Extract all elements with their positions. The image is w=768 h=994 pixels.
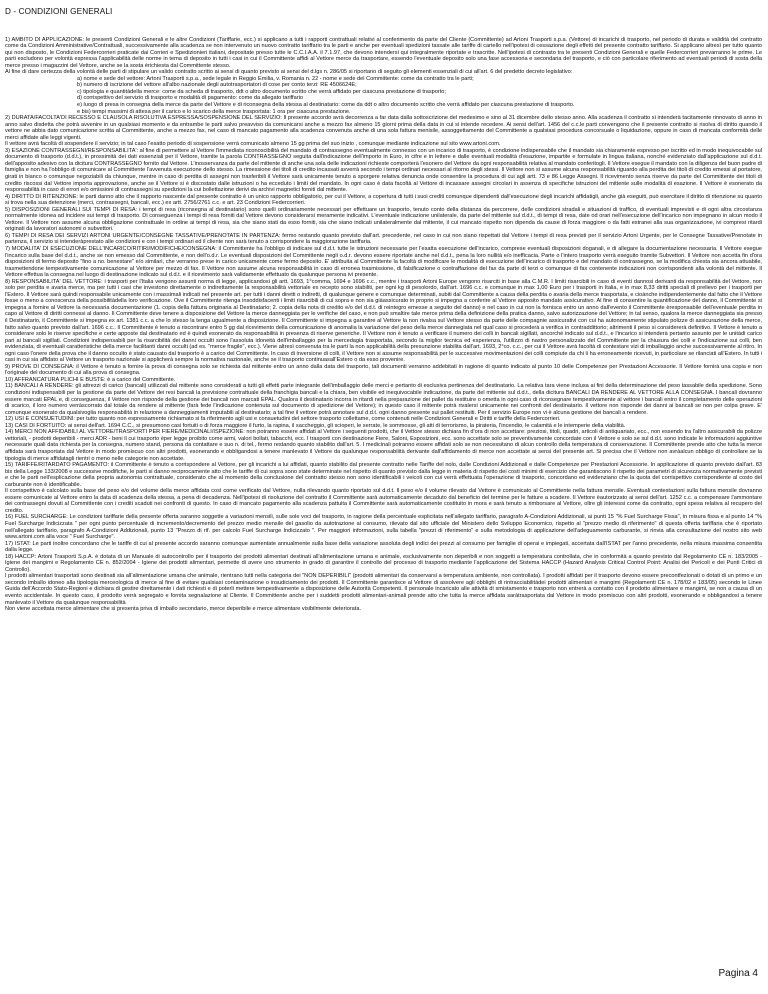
clause-7-modalita: 7) MODALITA' DI ESECUZIONE DELL'INCARICO/RITIRI/MODIFICHE/CONSEGNA: il Committente ha l'obbligo di indicare sul d.d.t. tutte le istruzioni necessarie per l'esatta esecuzione dell'incarico, comprese eventuali disposizioni doganali, e di allegare la documentazione necessaria. Il Vettore esegue l'incarico sulla base del d.d.t., anche se non emesso dal Committente, e non dell'o.d.r. Le eventuali disposizioni del Committente negli o.d.r. devono essere riportate anche nel d.d.t., pena la loro nullità e/o inefficacia. Parte o l'intero trasporto verrà eseguito tramite Subvettori. Il Vettore non accetta fin d'ora disposizioni di fermo deposito "fino a no. benestare" e/o similari, che verranno prese in carico unicamente come fermo deposito. E' attribuita al Committente la facoltà di modificare le modalità di esecuzione dell'incarico di trasporto e del mandato di contrassegno, se la modifica chiesta sia ancora attuabile, trasmettendone tempestivamente comunicazione al Vettore per mezzo di fax. Il Vettore non assume alcuna responsabilità in caso di erronea trasmissione, di falsificazione o contraffazione del fax da parte di terzi o comunque di fax contenente indicazioni non corrispondenti alla volontà del mittente. Il Vettore effettua la consegna nel luogo di destinazione indicato sul d.d.t. e il ricevimento sarà validamente effettuato da qualunque persona ivi presente. (5, 246, 762, 279)
clause-14-merci-non-affidabili: 14) MERCI NON AFFIDABILI AL VETTORE/TRASPORTI PER FIERE/MEDICINALI/ISPEZIONE: non potranno essere affidati al Vettore i seguenti prodotti, che il Vettore stesso dichiara fin d'ora di non accettare: preziosi, titoli, quadri, articoli di antiquariato, ecc., non essendo tra l'altro assicurabili da polizze vettoriali, - prodotti deperibili - merci ADR - beni il cui trasporto èper legge proibito come armi, valori bollati, tabacchi, ecc. I trasporti con destinazione Fiere, Saloni, Esposizioni, ecc. sono accettate solo se preventivamente concordate con il Vettore e solo se sul d.d.t. sono indicate le informazioni aggiuntive necessarie quali data richiesta per la consegna, numero stand, persona da contattare e suo n. di tel., fermo restando quanto stabilito dall'art. 5. I medicinali potranno essere affidati solo se non necessitano di alcun controllo della temperatura di conservazione. Il Committente prende atto che tutta la merce affidata sarà trasportata dal Vettore in modo promiscuo con altri prodotti, esonerando e obbligandosi a tenere manlevato il Vettore da qualunque responsabilità derivante dall'affidamento di merce non accettate ai sensi del presente art. Si precisa che il Vettore non avràalcun obbligo di controllare se la tipologia di merce affidatagli rientri o meno nelle categorie non accettate. (5, 429, 762, 462)
clause-18-haccp: 18) HACCP: Artoni Trasporti S.p.A. è dotata di un Manuale di autocontrollo per il trasporto dei prodotti alimentari destinati all'alimentazione umana e animale, esclusivamente non deperibili e non soggetti a temperatura controllata, che in conformità a quanto previsto dal Regolamento CE n. 183/2005 - Igiene dei mangimi e Regolamento CE n. 852/2004 - Igiene dei prodotti alimentari, permette di avere uno strumento in grado di garantire il controllo del processo di trasporto mediante l'applicazione del Sistema HACCP (Hazard Analysis Critical Control Point: Analisi dei Pericoli e dei Punti Critici di Controllo). (5, 553, 762, 573)
clause-3-contrassegni: 3) ESAZIONE CONTRASSEGNI/RESPONSABILITA': al fine di permettere al Vettore l'immediata riconoscibilità del mandato di contrassegno eventualmente connesso con un incarico di trasporto, è condizione indispensabile che il mandato sia chiaramente espresso per iscritto ed in modo inequivocabile sul documento di trasporto (d.d.t.), in prossimità dei dati essenziali per il Vettore, tramite la parola CONTRASSEGNO seguita dall'indicazione dell'importo in Euro, in cifre e in lettere e dalle eventuali modalità d'esazione, impartite e formulate in lingua italiana, nonché evidenziato dall'applicazione sul d.d.t. dell'apposito adesivo con la dicitura CONTRASSEGNO fornito dal Vettore. L'inosservanza da parte del mittente di anche una sola delle indicazioni richieste comporterà l'esonero del Vettore da ogni responsabilità relativa al mandato conferitogli. Il Vettore esegue il mandato con la diligenza del buon padre di famiglia e non ha l'obbligo di comunicare al Committente l'avvenuta esecuzione dello stesso. La rimessione dei titoli di credito incassati avverrà secondo i tempi ordinari necessari al ritorno degli stessi. Il Vettore non si assume alcuna responsabilità riguardo alla perdita dei titoli di credito emessi al portatore, girati in bianco o comunque negoziabili da chiunque, mentre in caso di perdita di assegni non trasferibili il Vettore sarà unicamente tenuto a sporgere relativa denuncia onde consentire la procedura di cui agli artt. 73 e 86 Legge Assegni. Il ricevimento senza riserve da parte del Committente dei titoli di credito riscossi dal Vettore importa approvazione, anche se il Vettore si è discostato dalle istruzioni o ha ecceduto i limiti del mandato. In ogni caso è data facoltà al Vettore di incassare assegni circolari in assenza di specifiche istruzioni del mittente sulle modalità di esazione. Il Vettore è esonerato da responsabilità in caso di errori e/o omissioni di contrassegni su spedizioni la cui bollettazione derivi da archivi magnetici forniti dal mittente. (5, 147, 762, 194)
clause-15-tariffe: 15) TARIFFE/RITARDATO PAGAMENTO: il Committente è tenuto a corrispondere al Vettore, per gli incarichi a lui affidati, quanto stabilito dal presente contratto nelle Tariffe del nolo, dalle Condizioni Addizionali e dalle Competenze per Prestazioni Accessorie. In applicazione di quanto previsto dall'art. 83 bis della Legge 133/2008 e successive modifiche, le parti si danno reciprocamente atto che le tariffe di cui sopra sono state determinate nel rispetto di quanto previsto dalla legge in materia di rispetto dei costi minimi di esercizio che garantiscono il rispetto dei parametri di sicurezza normativamente previsti e che le parti nell'esplicazione della propria autonomia contrattuale, considerato che al momento della conclusione del contratto stesso non sono identificabili i veicoli con cui verrà effettuata l'operazione di trasporto, concordano ed evidenziano che la quota del corrispettivo corrispondente al costo del carburante non è identificabile. (5, 462, 762, 488)
list-item-b: b) numero di iscrizione del vettore all'albo nazionale degli autotrasportatori di cose per conto terzi: RE 4506624E; (77, 82, 357, 89)
clause-2-durata: 2) DURATA/FACOLTA'DI RECESSO E CLAUSOLA RISOLUTIVA ESPRESSA/SOSPENSIONE DEL SERVIZIO: Il presente accordo avrà decorrenza a far data dalla sottoscrizione del medesimo e sino al 31 dicembre dello stesso anno. Alla scadenza il contratto si intenderà tacitamente rinnovato di anno in anno salvo disdetta che potrà avvenire in un qualsiasi momento e da entrambe le parti salvo preavviso da comunicarsi anche a mezzo fax almeno 15 giorni prima della data in cui si intende recedere. Ai sensi dell'art. 1456 del c.c.le parti convengono che il presente contratto si risolva di diritto quando il vettore ne abbia dato comunicazione scritta al Committente, anche a mezzo fax, nel caso di mancato pagamento alla scadenza convenuta anche di una sola fattura menisile, assoggettamento del Committente a qualsiasi procedura concorsuale o liquidazione, oppure in caso di mancata conformità delle merci affidate alle leggi vigenti. (5, 115, 762, 141)
list-item-e: e) luogo di presa in consegna della merce da parte del Vettore e di riconsegna della stessa al destinatario: come da ddt o altro documento scritto che verrà affidato per ciascuna prestazione di trasporto. (77, 101, 575, 108)
page-number: Pagina 4 (718, 968, 758, 979)
clause-18-prodotti-alimentari: I prodotti alimentari trasportati sono destinati sia all'alimentazione umana che animale, rientrano tutti nella categoria dei "NON DEPERIBILI" (prodotti alimentari da conservarsi a temperatura ambiente, non controllata). I prodotti affidati per il trasporto devono essere precontfezionati o dotati di un primo e un secondo imballo idoneo alla tipologia merceologica di merce al fine di evitare qualsiasi contaminazione o insudiciamento dei prodotti. Il Committente garantisce al Vettore di assolvere agli obblighi di rintracciabilitàdei prodotti alimentari e mangimi (Regolamenti CE n. 178/02 e 183/05) secondo le Linee Guida dell'Accordo Stato-Regioni e dichiara di gestire direttamente i dati richiesti e di poterli mettere tempestivamente a disposizione delle Autorità Competenti. Il personale incaricato alle attività di smistamento e trasporto non entrerà a contatto con il prodotto alimentare e mangimi, se non a causa di un evento accidentale. In questo caso, il prodotto verrà segregato e fornita segnalazione al Cliente. Il Committente anche per i suddetti prodotti alimentari-animali prende atto che tutta la merce affidata saràtrasportata dal Vettore in modo promiscuo con altri prodotti, esonerando e obbligandosi a tenere manlevato il Vettore da qualunque responsabilità (5, 573, 762, 606)
list-item-a: a) nome e sede del vettore: Artoni Trasporti s.p.a., sede legale in Reggio Emilia, v. Romania n. 22 - nome e sede del Committente: come da contratto tra le parti; (77, 75, 474, 82)
clause-17-istat: 17) ISTAT: Le parti inoltre concordano che le tariffe di cui al presente accordo saranno comunque aumentate annualmente sulla base della variazione assoluta degli indici dei prezzi al consumo per famiglie di operai e impiegati, accertata dall'ISTAT per l'anno precedente, nella misura massima consentita dalla legge. (5, 540, 762, 554)
conditions-body (5, 30, 762, 613)
clause-10-affrancatura: 10) AFFRANCATURA PLICHI E BUSTE: è a carico del Committente. (5, 376, 176, 383)
clause-12-usi: 12) USI E CONSUETUDINI: per tutto quanto non espressamente richiamato si fa riferimento agli usi e consuetudini del settore trasporto collettame, come contenuti nelle Condizioni Generali e Diritti e tariffe della Federcorrieri. (5, 416, 561, 423)
clause-16-fuel-surcharge: 16) FUEL SURCHARGE: Le condizioni tariffarie della presente offerta saranno soggette a variazioni mensili, sulle sole voci del trasporto, in ragione della percentuale esplicitata nell'allegato tariffario, paragrafo A-Condizioni Addizionali, ai punti 15 "% Fuel Surcharge Fissa", in misura fissa e al punto 14 "% Fuel Surcharge Indicizzata " per ogni punto percentuale di incremento/decremento del prezzo medio mensile del gasolio da autotrazione al consumo, rilevato dal sito ufficiale del Ministero dello Sviluppo Economico, rispetto al "prezzo medio di riferimento" di questa offerta tariffaria che è riportato nell'allegato tariffario, paragrafo A-Condizioni Addizionali, punto 13 "Prezzo di rif. per calcolo Fuel Surcharge Indicizzato ". Per maggiori informazioni, sulla tabella "prezzi di riferimento" e sulla metodologia di applicazione dell'adeguamento carburante, si rinvia alla consultazione del nostro sito web www.artoni.com alla voce " Fuel Surcharge". (5, 514, 762, 541)
clause-9-prove-consegna: 9) PROVE DI CONSEGNA: il Vettore è tenuto a fornire la prova di consegna solo se richiesta dal mittente entro un anno dalla data del trasporto, tali documenti verranno addebitati in ragione di quanto indicato al punto 10 delle Competenze per Prestazioni Accessorie. Il Vettore fornirà una copia e non l'originale del documento di cui alla prova di consegna. (5, 363, 762, 377)
clause-18-merce-non-accettata: Non viene accettata merce alimentare che si presenta priva di imballo secondario, merce deperibile e merce alimentare visibilmente deteriorata. (5, 606, 361, 613)
clause-4-ritenzione: 4) DIRITTO DI RITENZIONE: le parti danno atto che il rapporto nascente dal presente contratto è un unico rapporto obbligatorio, per cui il Vettore, a copertura di tutti i suoi crediti comunque dipendenti dall'esecuzione degli incarichi affidatigli, anche già eseguiti, può esercitare il diritto di ritenzione su quanto si trova nella sua detenzione (merci, contrassegni, bancali, ecc.) ex artt. 2756/2761 c.c. e art. 23 Condizioni Federcorrieri. (5, 193, 762, 207)
list-item-c: c) tipologia e quantitàdella merce: come da scheda di trasporto, ddt o altro documento scritto che verrà affidato per ciascuna prestazione di trasporto; (77, 88, 446, 95)
clause-1-ambito: 1) AMBITO DI APPLICAZIONE: le presenti Condizioni Generali e le altre Condizioni (Tariffarie, ecc.) si applicano a tutti i rapporti contrattuali relativi al conferimento da parte del Cliente (Committente) ad Artoni Trasporti s.p.a. (Vettore) di incarichi di trasporto, nel periodo di durata e validità del contratto come da Condizioni Amministrative/Contrattuali, successivamente alla scadenza se non intervenuto un nuovo contratto tariffario tra le parti e anche per eventuali spedizioni tassate alle tariffe di cartello nell'ipotesi di cessazione degli effetti del presente contratto tariffario. Si applicano altresì per tutto quanto qui non disposto, le Condizioni Federcorrieri praticate dai Corrieri e Spedizionieri italiani, depositate presso tutte le C.C.I.A.A. il 7.1.97, che devono intendersi qui integralmente riportate e trascritte. Nell'ipotesi di contrasto tra le presenti Condizioni Generali e quelle Federcorrieri prevarranno le prime. Le parti escludono per volontà espressa l'applicabilità delle norme in tema di deposito in tutti i casi in cui il Committente affidi al Vettore merce da trasportare, essendo l'eventuale deposito solo una fase accessoria e secondaria del trasporto, e ciò con particolare riferimento ad eventuali periodi di sosta della merce presso i magazzini del Vettore, anche se la sosta érichiesta dal Committente stesso. (5, 36, 762, 69)
clause-2-sospensione: Il vettore avrà facoltà di sospendere il servizio; in tal caso l'esatto periodo di sospensione verrà comunicato almeno 15 gg prima del suo inizio , comunque mediante indicazione sul sito www.artoni.com. (5, 141, 501, 148)
section-title: D - CONDIZIONI GENERALI (5, 7, 113, 16)
clause-15-corrispettivo: Il corrispettivo è calcolato sulla base del peso e/o del volume della merce affidata così come verificato dal Vettore, nulla rilevando quanto riportato sul d.d.t. Il peso e/o il volume rilevato dal Vettore è comunicato al Committente nella fattura mensile. Eventuali contestazioni sulla fattura mensile dovranno essere comunicate al Vettore entro la data di scadenza della stessa, a pena di decadenza. Nell'ipotesi di risoluzione del contratto il Committente sarà automaticamente decaduto dal beneficio del termine per le fatture a scadere. Il Vettore èautorizzato ai sensi dell'art. 1252 c.c. a compensare l'ammontare dei contrassegni dovuti al Committente con i crediti scaduti nei confronti di questo. In caso di mancato pagamento alla scadenza pattuita il Committente sarà automaticamente costituito in mora e sarà tenuto a rimborsare al Vettore, oltre gli interessi come da contratto, ogni spesa relativa al recupero del credito. (5, 488, 762, 514)
list-item-d: d) corrispettivo del servizio di trasporto e modalità di pagamento: come da allegato tariffario (77, 95, 303, 102)
clause-11-bancali: 11) BANCALI A RENDERE: gli attrezzi di carico (bancali) utilizzati dal mittente sono considerati a tutti gli effetti parte integrante dell'imballaggio delle merci e pertanto di esclusiva pertinenza del destinatario. La relativa tara viene inclusa ai fini della determinazione del peso tassabile della spedizione. Sono condizioni indispensabili per la gestione da parte del Vettore dei resi bancali la previsione contrattuale della franchigia bancali e la chiara, ben visibile ed inequivocabile indicazione, da parte del mittente sul d.d.t., della dicitura BANCALI DA RENDERE AL VETTORE ALLA CONSEGNA. I bancali dovranno essere marcati EPAL e, di conseguenza, il Vettore non risponde della gestione dei bancali non marcati EPAL. Qualora il destinatario incorra in ritardi nella preparazione dei pallet da restituire o ometta in ogni caso di riconsegnare tempestivamente al vettore i bancali entro il completamento delle operazioni di scarico, il loro numero verràscorrato dal totale da rendere al mittente (farà fede l'indicazione contenuta sul documento di spedizione del Vettore); in questo caso il mittente potrà rivalersi unicamente nei confronti del destinatario. Il vettore non risponde dei danni ai bancali se non per colpa grave. E' comunque esonerato da qualsivoglia responsabilità in relazione a danneggiamenti imputabili al destinatario; a tal fine il vettore potrà annotare sul d.d.t. ogni danno presente sui pallet restituiti. Per il servizio Europe non vi è alcuna gestione dei bancali a rendere. (5, 383, 762, 416)
clause-6-servizi-urgenti: 6) TEMPI DI RESA DEI SERVIZI ARTONI URGENTE/CONSEGNE TASSATIVE/PRENOTATE IN PARTENZA: fermo restando quanto previsto dall'art. precedente, nel caso in cui non siano rispettati dal Vettore i tempi di resa previsti per il servizio Artoni Urgente, per le Consegne Tassative/Prenotate in partenza, il servizio si intenderàprestato alle condizioni e con i tempi ordinari ed il cliente non sarà tenuto a corrispondere la maggiorazione tariffaria. (5, 232, 762, 246)
clause-5-tempi-resa: 5) DISPOSIZIONI GENERALI SUI TEMPI DI RESA: i tempi di resa (riconsegna al destinatario) sono quelli ordinariamente necessari per effettuare un trasporto, tenuto conto della distanza da percorrere, delle condizioni stradali e situazioni di traffico, di eventuali imprevisti e di ogni altra circostanza normalmente idonea ad incidere sui tempi di trasporto. Di conseguenza i tempi di resa forniti dal Vettore devono considerarsi meramente indicativi. L'eventuale indicazione unilaterale, da parte del mittente sul d.d.t., di tempi di resa, date od orari nell'esecuzione dell'incarico non impegnano in alcun modo il Vettore. Il Vettore non assume alcuna obbligazione contrattuale in ordine ai tempi di resa, sia che siano stati da esso forniti, sia che siano indicati unilateralmente dal mittente, il cui mancato rispetto non dipenda da cause di forza maggiore o da fatti estranei alla sua organizzazione, ivi compresi ritardi originati da lavoratori autonomi o subvettori. (5, 206, 762, 233)
paragraph-contract-elements: Al fine di dare certezza della volontà delle parti di stipulare un valido contratto scritto ai sensi di quanto previsto ai sensi del d.lgs n. 286/05 si riportano di seguito gli elementi essenziali di cui all'art. 6 del predetto decreto legislativo: (5, 69, 573, 76)
clause-8-responsabilita: 8) RESPONSABILITA' DEL VETTORE: i trasporti per l'Italia vengono assunti norma di legge, applicandosi gli artt. 1693, 1°comma, 1694 e 1696 c.c., mentre i trasporti Artoni Europe vengono risarciti in base alla C.M.R. I limiti risarcibili in caso di eventi dannosi derivanti da responsabilità del Vettore, non solo per perdita e avaria merce, ma per tutti i casi che investono direttamente o indirettamente la responsabilità vettoriale ex recepto sono stabiliti, per ogni kg di pesolordo, dall'art. 1696 c.c. e comunque in max 1,00 Euro per i trasporti in Italia, e in max 8,33 diritti speciali di prelievo per i trasporti per l'Estero. Il Vettore sarà quindi responsabile unicamente con i massimali indicati nel presente art. per tutti i danni diretti o indiretti, di qualunque genere e comunque determinati, subiti dal Committente a causa della perdita o avaria della merce trasportata, e cioànche indipendentemente dal fatto che il Vettore fosse o meno a conoscenza della possibilitàdella loro verificazione. Ove il Committente ritenga insoddisfacenti i limiti risarcibili di cui sopra e non sia giàassicurato in proprio si impegna a conferire al Vettore apposito mandato assicurativo. Al fine di consentire la quantificazione del danno, il Committente si impegna a fornire al Vettore la necessaria documentazione (1. copia della fattura originaria al Destinatario; 2. copia della nota di credito e/o del d.d.t. di reintegro emesse a seguito del danno) e nel caso in cui non la fornisca entro un anno dall'evento il Committente èresponsabile dell'eventuale perdita in capo al Vettore di diritti connessi al danno. Il Committente deve tenere a disposizione del Vettore la merce danneggiata per le verifiche del caso, e non può smaltire tale merce prima della definizione della pratica danno, salvo autorizzazione del Vettore; in tal senso, qualora la merce danneggiata sia presso il Destinatario, il Committente si impegna ex art. 1381 c.c. a che lo stesso la tenga ugualmente a disposizione. Il Committente si impegna a garantire al Vettore la non rivalsa sul Vettore stesso da parte delle compagnie assicurativi con cui ha autonomamente stipulato polizze di assicurazione della merce, fatto salvo quanto previsto dall'art. 1696 c.c.. Il Committente è tenuto a riscontrare entro 5 gg dal ricevimento della comunicazione di anomalia la variazione del peso della merce dannegiata nel qual caso si procederà a verifica in contraddittorio; altrimenti il peso si considererà definitivo. Il Vettore è tenuto a considerare solo le riserve specifiche e certe apposte dal destinatario ed è quindi esonerato da responsabilità in presenza di riserve generiche. Il Vettore non è tenuto a verificare il numero dei colli in bancali sigillati, ancorché indicato sul d.d.t., e l'incarico si intenderà pertanto assunto per le unitàdi carico pari ai bancali sigillati. Condizioni indispensabili per la risarcibilità dei danni occulti sono l'assoluta idoneità dell'imballaggio per la mercedagia trasportata, secondo la miglior tecnica ed esperienza, l'utilizzo di nastro personalizzato del Committente per la chiusura dei colli e l'indicazione sui colli, ben evidenziata, di eventuali caratteristiche della merce facilitanti danni occulti (ad es. "merce fragile", ecc.). Viene altresì convenuta tra le parti la non applicabilità della presunzione stabilita dall'art. 1693, 2°co. c.c., per cui il Vettore avrà facoltà di contestare vizi di imballaggio anche successivamente al ritiro. In ogni caso l'onere della prova che il danno occulto è stato causato dal trasporto è a carico del Committente. In caso di inversione di colli, il Vettore non si assume responsabilità per le successive movimentazioni dei colli compiute da chi li ha erroneamente ricevuti, in particolare se rilanciati all'Estero. In tutti i casi in cui sia affidato al Vettore un trasporto nazionale si applicherà sempre la normativa nazionale, anche se il trasporto continuasall'Estero o da esso provenire. (5, 278, 762, 364)
clause-13-fortuito: 13) CASI DI FORTUITO: ai sensi dell'art. 1694 C.C., si presumono casi fortuiti o di forza maggiore il furto, la rapina, il saccheggio, gli scioperi, le serrate, le sommosse, gli atti di terrorismo, la pirateria, l'incendio, le calamità e le intemperie della viabilità. (5, 422, 626, 429)
list-item-e-bis: e bis) tempi massimi di attesa per il carico e lo scarico della merce trasportata: 1 ora per ciascuna prestazione. (77, 108, 351, 115)
